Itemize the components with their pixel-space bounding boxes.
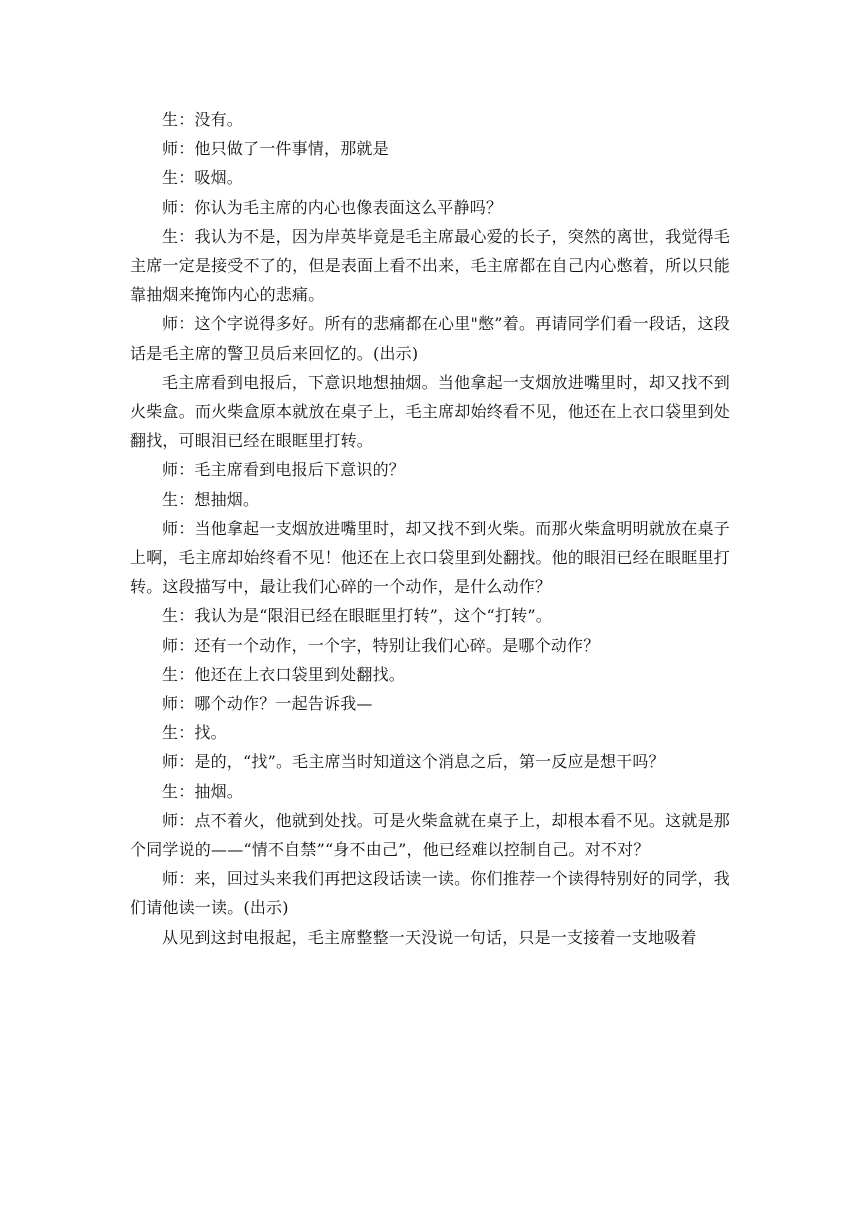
paragraph-12: 师：还有一个动作，一个字，特别让我们心碎。是哪个动作？ — [162, 635, 600, 655]
document-body — [130, 105, 730, 952]
paragraph-2: 师：他只做了一件事情，那就是 — [162, 139, 389, 159]
paragraph-19: 师：来，回过头来我们再把这段话读一读。你们推荐一个读得特别好的同学，我们请他读一读。(出示) — [130, 869, 730, 918]
paragraph-17: 生：抽烟。 — [162, 781, 244, 801]
paragraph-18: 师：点不着火，他就到处找。可是火柴盒就在桌子上，却根本看不见。这就是那个同学说的——“情不自禁”“身不由己”，他已经难以控制自己。对不对？ — [130, 810, 730, 860]
paragraph-20: 从见到这封电报起，毛主席整整一天没说一句话，只是一支接着一支地吸着 — [162, 927, 697, 947]
paragraph-4: 师：你认为毛主席的内心也像表面这么平静吗？ — [162, 197, 503, 217]
paragraph-14: 师：哪个动作？一起告诉我— — [162, 694, 373, 714]
paragraph-16: 师：是的，“找”。毛主席当时知道这个消息之后，第一反应是想干吗？ — [162, 752, 665, 772]
paragraph-1: 生：没有。 — [162, 110, 244, 129]
paragraph-15: 生：找。 — [162, 723, 227, 743]
paragraph-6: 师：这个字说得多好。所有的悲痛都在心里"憋”着。再请同学们看一段话，这段话是毛主席的警卫员后来回忆的。(出示) — [130, 314, 730, 363]
paragraph-10: 师：当他拿起一支烟放进嘴里时，却又找不到火柴。而那火柴盒明明就放在桌子上啊，毛主席却始终看不见！他还在上衣口袋里到处翻找。他的眼泪已经在眼眶里打转。这段描写中，最让我们心碎的一个动作，是什么动作？ — [130, 518, 730, 597]
paragraph-9: 生：想抽烟。 — [162, 489, 260, 509]
paragraph-5: 生：我认为不是，因为岸英毕竟是毛主席最心爱的长子，突然的离世，我觉得毛主席一定是接受不了的，但是表面上看不出来，毛主席都在自己内心憋着，所以只能靠抽烟来掩饰内心的悲痛。 — [130, 226, 730, 305]
paragraph-7: 毛主席看到电报后，下意识地想抽烟。当他拿起一支烟放进嘴里时，却又找不到火柴盒。而火柴盒原本就放在桌子上，毛主席却始终看不见，他还在上衣口袋里到处翻找，可眼泪已经在眼眶里打转。 — [130, 372, 730, 451]
paragraph-11: 生：我认为是“限泪已经在眼眶里打转”，这个“打转”。 — [162, 606, 552, 626]
paragraph-8: 师：毛主席看到电报后下意识的？ — [162, 460, 406, 480]
paragraph-3: 生：吸烟。 — [162, 168, 244, 188]
paragraph-13: 生：他还在上衣口袋里到处翻找。 — [162, 664, 406, 684]
